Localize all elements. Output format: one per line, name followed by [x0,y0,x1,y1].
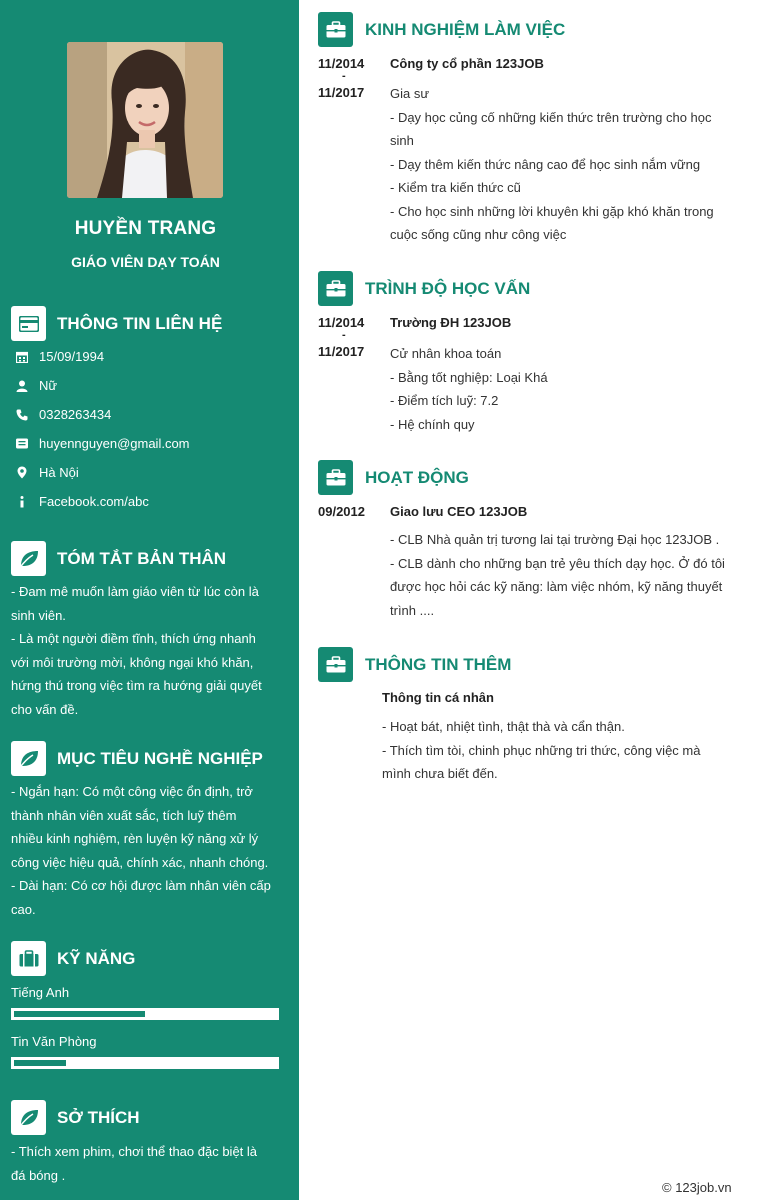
portrait-image [67,42,223,198]
phone-value: 0328263434 [39,407,112,422]
objective-title: MỤC TIÊU NGHỀ NGHIỆP [57,748,263,768]
footer-copyright: © 123job.vn [662,1180,732,1195]
skills-section-header [11,941,135,976]
extra-subtitle: Thông tin cá nhân [382,690,494,705]
briefcase-icon [318,271,353,306]
skill-name-english: Tiếng Anh [11,985,70,1000]
skill-fill-office [14,1060,66,1066]
birthday-row [15,349,104,364]
hobbies-title: SỞ THÍCH [57,1107,140,1127]
email-icon [15,437,29,451]
activities-event: Giao lưu CEO 123JOB [390,504,528,519]
skill-bar-english [11,1008,279,1020]
email-row [15,436,190,451]
experience-title: KINH NGHIỆM LÀM VIỆC [365,19,566,39]
experience-date-sep: - [342,70,346,82]
activities-section-header [318,460,469,495]
hobbies-section-header [11,1100,140,1135]
education-date-sep: - [342,329,346,341]
leaf-icon [11,541,46,576]
briefcase-icon [318,647,353,682]
birthday-value: 15/09/1994 [39,349,105,364]
profile-photo [67,42,223,198]
objective-section-header [11,741,263,776]
facebook-row [15,494,149,509]
experience-date-start: 11/2014 [318,56,365,71]
education-section-header [318,271,530,306]
email-value: huyennguyen@gmail.com [39,436,190,451]
skill-fill-english [14,1011,145,1017]
education-details: Cử nhân khoa toán - Bằng tốt nghiệp: Loại Khá - Điểm tích luỹ: 7.2 - Hệ chính quy [390,346,548,432]
gender-row [15,378,57,393]
education-date-start: 11/2014 [318,315,365,330]
experience-section-header [318,12,565,47]
activities-date: 09/2012 [318,504,365,519]
education-date-end: 11/2017 [318,344,365,359]
contact-title: THÔNG TIN LIÊN HỆ [57,313,223,333]
calendar-icon [15,350,29,364]
extra-details: - Hoạt bát, nhiệt tình, thật thà và cẩn thận. - Thích tìm tòi, chinh phục những tri thức, công việc mà mình chưa biết đến. [382,719,701,781]
activities-details: - CLB Nhà quản trị tương lai tại trường Đại học 123JOB . - CLB dành cho những bạn trẻ yêu thích dạy học. Ở đó tôi được học hỏi các kỹ năng: làm việc nhóm, kỹ năng thuyết trình .... [390,532,725,618]
id-card-icon [11,306,46,341]
experience-date-end: 11/2017 [318,85,365,100]
education-school: Trường ĐH 123JOB [390,315,512,330]
education-title: TRÌNH ĐỘ HỌC VẤN [365,278,531,298]
contact-section-header [11,306,222,341]
facebook-value: Facebook.com/abc [39,494,149,509]
profile-name: HUYỀN TRANG [74,218,217,239]
briefcase-icon [318,12,353,47]
extra-title: THÔNG TIN THÊM [365,654,512,674]
activities-title: HOẠT ĐỘNG [365,467,469,487]
sidebar [0,0,299,1200]
phone-row [15,407,111,422]
briefcase-icon [318,460,353,495]
briefcase-icon [11,941,46,976]
leaf-icon [11,1100,46,1135]
profile-role: GIÁO VIÊN DẠY TOÁN [71,254,220,270]
skills-title: KỸ NĂNG [57,948,136,968]
extra-section-header [318,647,511,682]
summary-text: - Đam mê muốn làm giáo viên từ lúc còn là sinh viên. - Là một người điềm tĩnh, thích ứng nhanh với môi trường mời, không ngại khó khăn, hứng thú trong việc tìm ra hướng giải quyết cho vấn đề. [11,584,262,717]
hobbies-text: - Thích xem phim, chơi thể thao đặc biệt là đá bóng . [11,1144,258,1183]
location-icon [15,466,29,480]
location-value: Hà Nội [39,465,79,480]
gender-value: Nữ [39,378,58,393]
skill-name-office: Tin Văn Phòng [11,1034,97,1049]
leaf-icon [11,741,46,776]
experience-details: Gia sư - Dạy học củng cố những kiến thức trên trường cho học sinh - Dạy thêm kiến thức nâng cao để học sinh nắm vững - Kiểm tra kiến thức cũ - Cho học sinh những lời khuyên khi gặp khó khăn trong cuộc sống cũng như công việc [390,86,714,242]
phone-icon [15,408,29,422]
summary-title: TÓM TẮT BẢN THÂN [57,548,227,568]
experience-company: Công ty cổ phần 123JOB [390,56,544,71]
user-icon [15,379,29,393]
skill-bar-office [11,1057,279,1069]
objective-text: - Ngắn hạn: Có một công việc ổn định, trở thành nhân viên xuất sắc, tích luỹ thêm nhiều kinh nghiệm, rèn luyện kỹ năng xử lý công việc hiệu quả, chính xác, nhanh chóng. - Dài hạn: Có cơ hội được làm nhân viên cấp cao. [11,784,271,917]
summary-section-header [11,541,226,576]
location-row [15,465,79,480]
info-icon [15,495,29,509]
